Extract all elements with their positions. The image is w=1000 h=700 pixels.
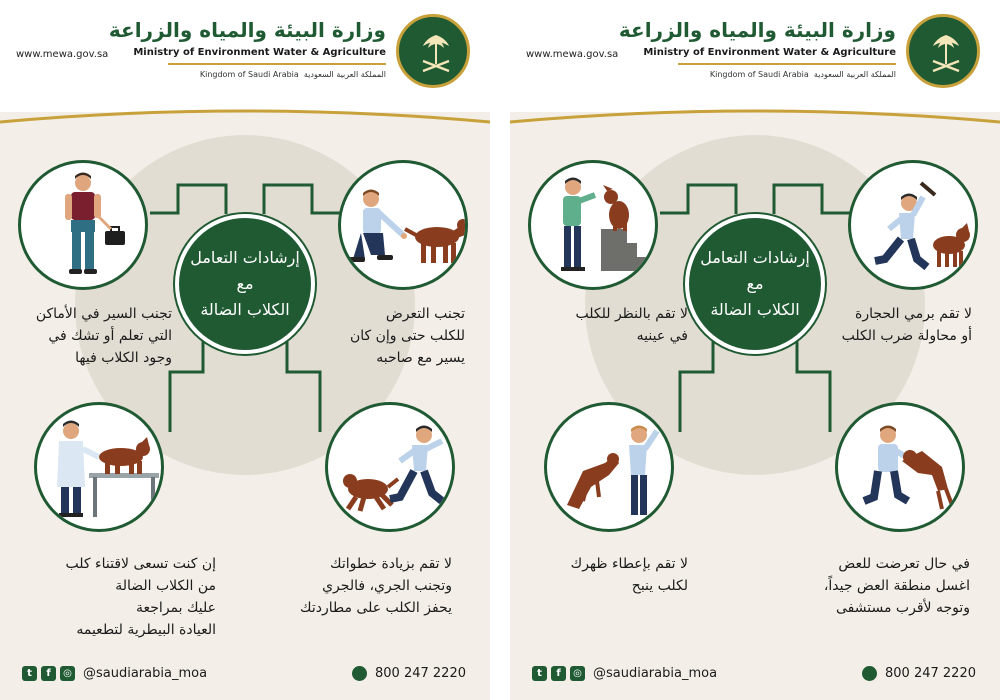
kingdom-label: Kingdom of Saudi Arabia المملكة العربية السعودية	[199, 70, 386, 79]
illustration-man-throwing-dog	[848, 160, 978, 290]
center-title-badge	[685, 214, 825, 354]
social-handle[interactable]: @saudiarabia_moa	[593, 666, 718, 681]
ministry-name-ar: وزارة البيئة والمياه والزراعة	[108, 18, 386, 42]
instagram-icon[interactable]: ◎	[60, 666, 75, 681]
illustration-dog-barking-man	[544, 402, 674, 532]
tip-top-left: تجنب السير في الأماكن التي تعلم أو تشك في وجود الكلاب فيها	[35, 306, 172, 366]
phone-icon	[352, 666, 367, 681]
tip-bottom-left: إن كنت تسعى لاقتناء كلب من الكلاب الضالة عليك بمراجعة العيادة البيطرية لتطعيمه	[65, 556, 216, 638]
twitter-icon[interactable]: t	[532, 666, 547, 681]
poster-right	[510, 0, 1000, 700]
facebook-icon[interactable]: f	[41, 666, 56, 681]
phone-number[interactable]: 800 247 2220	[885, 666, 976, 681]
center-title-line2: مع	[236, 274, 254, 293]
social-links	[532, 666, 717, 681]
phone-icon	[862, 666, 877, 681]
tip-top-right: تجنب التعرض للكلب حتى وإن كان يسير مع صاحبه	[349, 306, 465, 366]
center-title-line1: إرشادات التعامل	[190, 248, 300, 267]
tip-bottom-right: في حال تعرضت للعض اغسل منطقة العض جيداً، وتوجه لأقرب مستشفى	[823, 556, 970, 616]
poster-left	[0, 0, 490, 700]
tip-top-right: لا تقم برمي الحجارة أو محاولة ضرب الكلب	[841, 306, 972, 344]
phone-contact	[862, 666, 976, 681]
center-title-line3: الكلاب الضالة	[200, 300, 290, 319]
center-title-line2: مع	[746, 274, 764, 293]
center-title-line3: الكلاب الضالة	[710, 300, 800, 319]
tip-bottom-left: لا تقم بإعطاء ظهرك لكلب ينبح	[570, 556, 688, 594]
illustration-man-running-dog	[325, 402, 455, 532]
phone-number[interactable]: 800 247 2220	[375, 666, 466, 681]
illustration-vet-dog-table	[34, 402, 164, 532]
illustration-man-dog-steps	[528, 160, 658, 290]
center-title-line1: إرشادات التعامل	[700, 248, 810, 267]
footer	[0, 658, 490, 692]
tip-bottom-right: لا تقم بزيادة خطواتك وتجنب الجري، فالجري يحفز الكلب على مطاردتك	[300, 556, 452, 616]
phone-contact	[352, 666, 466, 681]
tip-top-left: لا تقم بالنظر للكلب في عينيه	[575, 306, 688, 344]
website-url[interactable]: www.mewa.gov.sa	[526, 49, 619, 60]
footer	[510, 658, 1000, 692]
illustration-man-walking	[18, 160, 148, 290]
ministry-name-en: Ministry of Environment Water & Agriculture	[643, 47, 896, 58]
social-links	[22, 666, 207, 681]
instagram-icon[interactable]: ◎	[570, 666, 585, 681]
twitter-icon[interactable]: t	[22, 666, 37, 681]
ministry-name-ar: وزارة البيئة والمياه والزراعة	[618, 18, 896, 42]
center-title-badge	[175, 214, 315, 354]
website-url[interactable]: www.mewa.gov.sa	[16, 49, 109, 60]
ministry-name-en: Ministry of Environment Water & Agriculture	[133, 47, 386, 58]
social-handle[interactable]: @saudiarabia_moa	[83, 666, 208, 681]
illustration-dog-biting-man	[835, 402, 965, 532]
illustration-man-crouching-dog	[338, 160, 468, 290]
kingdom-label: Kingdom of Saudi Arabia المملكة العربية السعودية	[709, 70, 896, 79]
facebook-icon[interactable]: f	[551, 666, 566, 681]
